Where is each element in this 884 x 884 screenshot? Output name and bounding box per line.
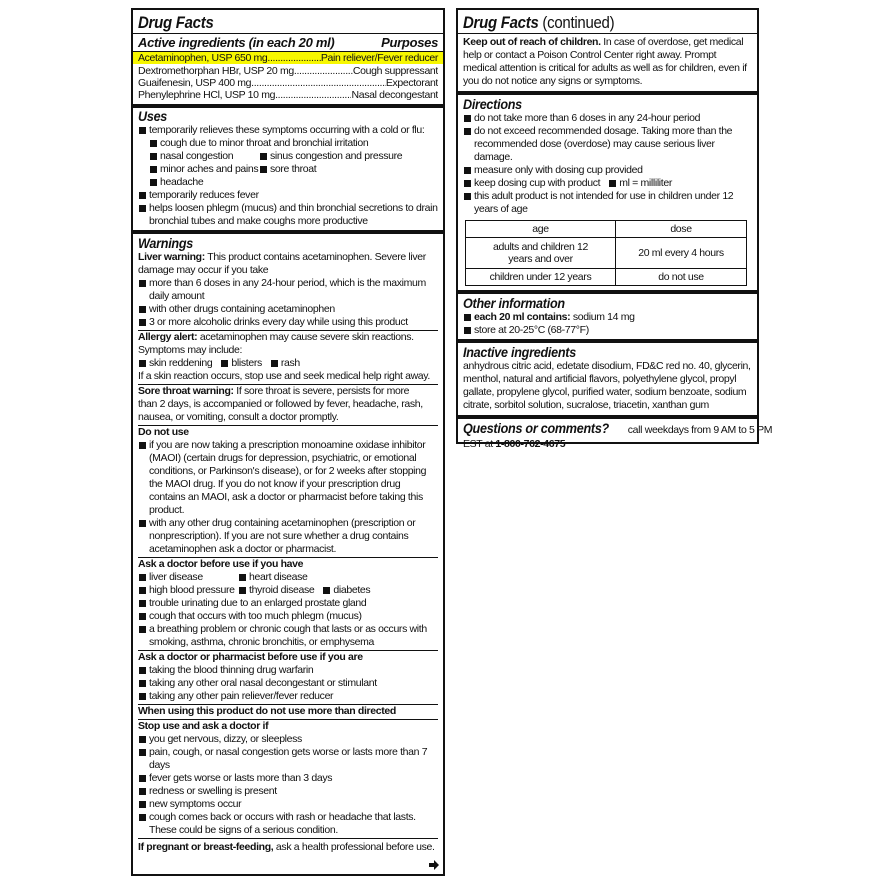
section-divider [133, 230, 443, 234]
ingredient-name: Acetaminophen, USP 650 mg [138, 52, 268, 64]
ask-doctor-item: diabetes [322, 584, 370, 597]
other-information-title: Other information [463, 295, 565, 311]
table-cell-dose: do not use [616, 269, 747, 286]
table-row [466, 269, 747, 286]
divider [458, 33, 757, 34]
liver-warning [138, 251, 438, 277]
directions-title: Directions [463, 96, 522, 112]
ask-pharmacist-item: taking any other oral nasal decongestant or stimulant [138, 677, 438, 690]
ingredient-purpose: Expectorant [385, 77, 438, 89]
other-info-item: store at 20-25°C (68-77°F) [463, 324, 589, 337]
pregnancy-warning [138, 841, 438, 854]
active-ingredient-list [138, 52, 438, 101]
directions-section [463, 96, 752, 286]
stop-use-item: fever gets worse or lasts more than 3 days [138, 772, 438, 785]
do-not-use-bullet: if you are now taking a prescription monoamine oxidase inhibitor (MAOI) (certain drugs for depression, psychiatric, or emotional conditions, or Parkinson's disease), or for 2 weeks after stopping the MAOI drug. If you do not know if your prescription drug contains an MAOI, ask a doctor or pharmacist before taking this product. [138, 439, 438, 517]
stop-use-item: you get nervous, dizzy, or sleepless [138, 733, 438, 746]
allergy-symptom: rash [270, 357, 300, 370]
questions-title: Questions or comments? [463, 420, 609, 436]
direction-item: measure only with dosing cup provided [463, 164, 752, 177]
active-ingredients-title: Active ingredients (in each 20 ml) [138, 35, 335, 50]
divider [138, 838, 438, 839]
pregnancy-text: ask a health professional before use. [273, 841, 435, 853]
stop-use-item: redness or swelling is present [138, 785, 438, 798]
ingredient-purpose: Nasal decongestant [351, 89, 438, 101]
do-not-use-bullet: with any other drug containing acetaminophen (prescription or nonprescription). If you are not sure whether a drug contains acetaminophen ask a doctor or pharmacist. [138, 517, 438, 556]
allergy-alert [138, 331, 438, 357]
table-row [466, 221, 747, 238]
drug-facts-continued-title [463, 13, 717, 33]
direction-item: keep dosing cup with product [463, 177, 600, 190]
warnings-title: Warnings [138, 235, 194, 251]
liver-bullet: 3 or more alcoholic drinks every day while using this product [138, 316, 438, 329]
uses-symptom: nasal congestion [149, 150, 259, 163]
allergy-symptom: skin reddening [138, 357, 212, 370]
uses-phlegm: helps loosen phlegm (mucus) and thin bronchial secretions to drain bronchial tubes and make coughs more productive [138, 202, 438, 228]
active-ingredient-row [138, 65, 438, 77]
ingredient-name: Phenylephrine HCl, USP 10 mg [138, 89, 276, 101]
ask-doctor-item: trouble urinating due to an enlarged prostate gland [138, 597, 438, 610]
section-divider [458, 290, 757, 294]
ask-doctor-item: liver disease [138, 571, 238, 584]
stop-use-item: cough comes back or occurs with rash or headache that lasts. These could be signs of a serious condition. [138, 811, 438, 837]
uses-fever: temporarily reduces fever [138, 189, 438, 202]
questions-est: EST at [463, 438, 496, 450]
drug-facts-panel [131, 8, 445, 876]
inactive-ingredients-section [463, 344, 752, 412]
uses-title: Uses [138, 108, 168, 124]
ask-doctor-item: heart disease [238, 571, 308, 584]
stop-use-item: new symptoms occur [138, 798, 438, 811]
do-not-use-title: Do not use [138, 426, 189, 438]
stop-use-item: pain, cough, or nasal congestion gets worse or lasts more than 7 days [138, 746, 438, 772]
direction-item: ml = milliliter [608, 177, 672, 190]
keep-out-label: Keep out of reach of children. [463, 36, 601, 48]
table-header-dose: dose [616, 221, 747, 238]
sore-throat-warning [138, 385, 438, 424]
ask-doctor-item: a breathing problem or chronic cough that lasts or as occurs with smoking, asthma, chronic bronchitis, or emphysema [138, 623, 438, 649]
active-ingredient-row [133, 52, 443, 64]
uses-symptom: cough due to minor throat and bronchial irritation [149, 137, 368, 150]
ingredient-name: Guaifenesin, USP 400 mg [138, 77, 252, 89]
liver-warning-label: Liver warning: [138, 251, 205, 263]
direction-item: do not exceed recommended dosage. Taking more than the recommended dose (overdose) may cause serious liver damage. [463, 125, 752, 164]
direction-item: this adult product is not intended for use in children under 12 years of age [463, 190, 752, 216]
purposes-title: Purposes [381, 35, 438, 50]
continued-label: (continued) [538, 13, 615, 32]
uses-symptom: headache [149, 176, 203, 189]
other-information-section [463, 295, 752, 337]
phone-number: 1-800-762-4675 [495, 438, 566, 450]
ingredient-name: Dextromethorphan HBr, USP 20 mg [138, 65, 294, 77]
active-ingredient-row [138, 77, 438, 89]
uses-symptom: minor aches and pains [149, 163, 259, 176]
questions-text: call weekdays from 9 AM to 5 PM [625, 424, 773, 436]
table-row [466, 238, 747, 269]
questions-section [463, 420, 773, 451]
allergy-symptom: blisters [220, 357, 261, 370]
uses-intro: temporarily relieves these symptoms occurring with a cold or flu: [138, 124, 438, 137]
section-divider [458, 91, 757, 95]
ask-doctor-item: high blood pressure [138, 584, 238, 597]
ask-pharmacist-item: taking the blood thinning drug warfarin [138, 664, 438, 677]
continue-arrow-icon [429, 860, 439, 870]
table-cell-age: children under 12 years [466, 269, 616, 286]
liver-bullet: more than 6 doses in any 24-hour period, which is the maximum daily amount [138, 277, 438, 303]
dosage-table [465, 220, 747, 286]
liver-bullet: with other drugs containing acetaminophen [138, 303, 438, 316]
table-header-age: age [466, 221, 616, 238]
ask-pharmacist-item: taking any other pain reliever/fever reducer [138, 690, 438, 703]
sore-throat-text: If sore throat is severe, persists for more than 2 days, is accompanied or followed by fever, headache, rash, nausea, or vomiting, consult a doctor promptly. [138, 385, 423, 423]
section-divider [458, 415, 757, 419]
inactive-ingredients-text: anhydrous citric acid, edetate disodium, FD&C red no. 40, glycerin, menthol, natural and artificial flavors, polyethylene glycol, propyl gallate, propylene glycol, purified water, sodium benzoate, sodium citrate, sorbitol solution, sucralose, triacetin, xanthan gum [463, 360, 751, 411]
ask-doctor-item: thyroid disease [238, 584, 314, 597]
keep-out-text: In case of overdose, get medical help or contact a Poison Control Center right away. Prompt medical attention is critical for adults as well as for children, even if you do not notice any signs or symptoms. [463, 36, 747, 87]
uses-symptom: sore throat [259, 163, 316, 176]
other-info-label: each 20 ml contains: [474, 311, 571, 323]
ingredient-purpose: Cough suppressant [352, 65, 438, 77]
ask-doctor-title: Ask a doctor before use if you have [138, 558, 304, 570]
drug-facts-title: Drug Facts [138, 13, 214, 32]
liver-warning-text: This product contains acetaminophen. Severe liver damage may occur if you take [138, 251, 426, 276]
ask-doctor-item: cough that occurs with too much phlegm (mucus) [138, 610, 438, 623]
table-cell-age: adults and children 12 years and over [466, 238, 616, 269]
table-cell-dose: 20 ml every 4 hours [616, 238, 747, 269]
warnings-section [138, 235, 438, 854]
allergy-alert-label: Allergy alert: [138, 331, 198, 343]
drug-facts-title: Drug Facts [463, 13, 539, 32]
active-ingredients-header [138, 34, 438, 51]
drug-facts-continued-panel [456, 8, 773, 450]
keep-out-of-reach [463, 36, 752, 88]
pregnancy-label: If pregnant or breast-feeding, [138, 841, 274, 853]
ask-pharmacist-title: Ask a doctor or pharmacist before use if you are [138, 651, 363, 663]
ingredient-purpose: Pain reliever/Fever reducer [320, 52, 438, 64]
inactive-ingredients-title: Inactive ingredients [463, 344, 576, 360]
other-info-item [463, 311, 635, 324]
allergy-alert-text: acetaminophen may cause severe skin reactions. Symptoms may include: [138, 331, 414, 356]
uses-symptom: sinus congestion and pressure [259, 150, 402, 163]
section-divider [458, 339, 757, 343]
uses-section [138, 108, 438, 228]
active-ingredient-row [138, 89, 438, 101]
allergy-tail: If a skin reaction occurs, stop use and seek medical help right away. [138, 370, 430, 382]
other-info-text: sodium 14 mg [570, 311, 635, 323]
sore-throat-label: Sore throat warning: [138, 385, 234, 397]
stop-use-title: Stop use and ask a doctor if [138, 720, 269, 732]
when-using-warning: When using this product do not use more than directed [138, 705, 396, 717]
direction-item: do not take more than 6 doses in any 24-hour period [463, 112, 752, 125]
